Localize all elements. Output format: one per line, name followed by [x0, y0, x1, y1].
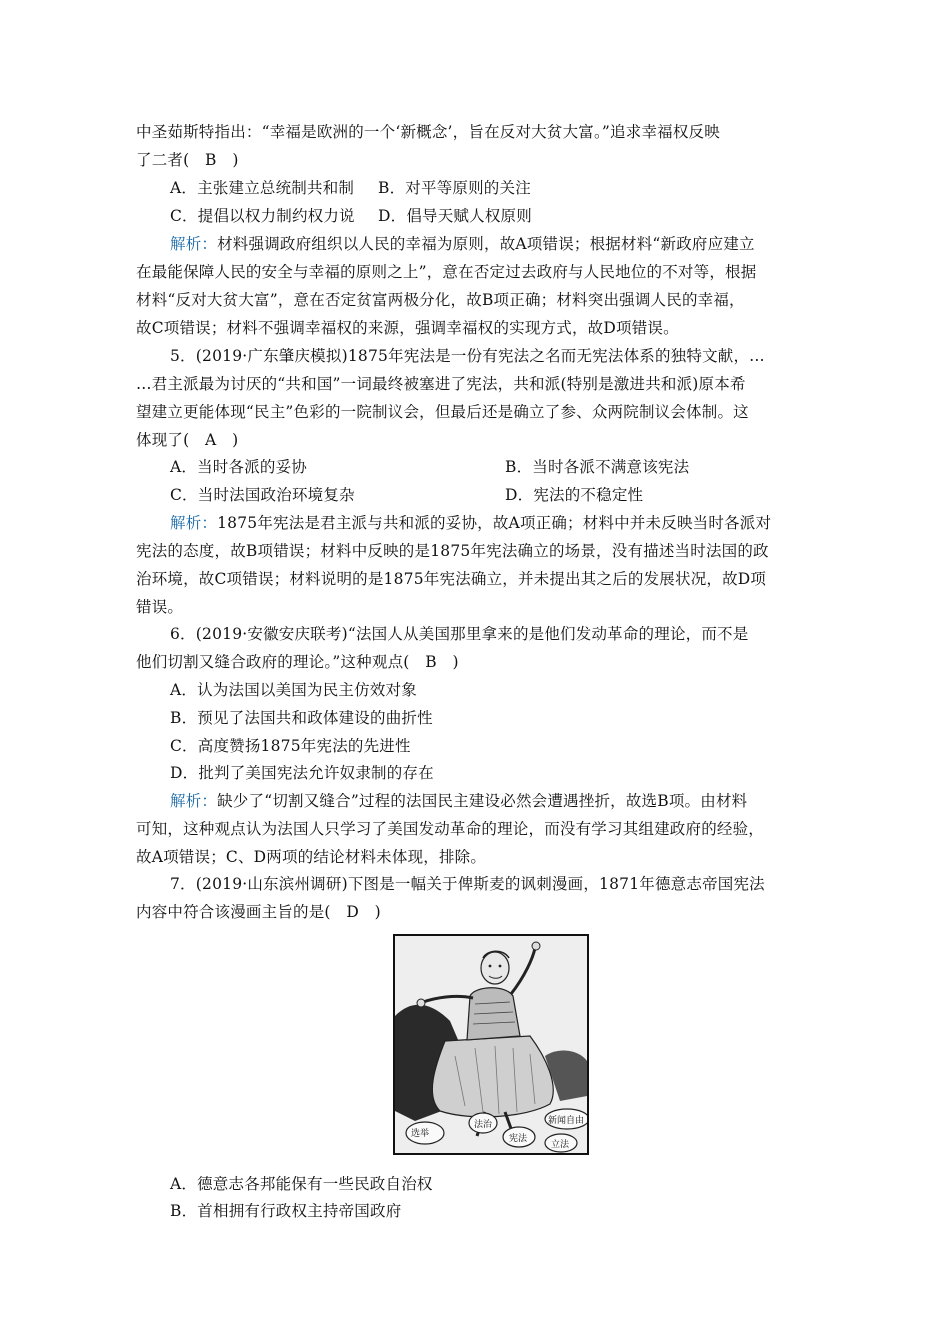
q5-explanation-line3: 治环境，故C项错误；材料说明的是1875年宪法确立，并未提出其之后的发展状况，故D项 — [136, 570, 767, 588]
q6-stem-line1: 6．(2019·安徽安庆联考)“法国人从美国那里拿来的是他们发动革命的理论，而不是 — [170, 625, 749, 643]
cartoon-label-election: 选举 — [411, 1129, 430, 1139]
q6-explanation-label: 解析： — [170, 792, 218, 810]
q4-option-d: D．倡导天赋人权原则 — [378, 207, 532, 225]
q6-explanation-line1: 解析：缺少了“切割又缝合”过程的法国民主建设必然会遭遇挫折，故选B项。由材料 — [170, 792, 748, 810]
bismarck-satire-cartoon — [393, 934, 589, 1155]
q4-option-a: A．主张建立总统制共和制 — [170, 179, 355, 197]
cartoon-label-constitution: 宪法 — [509, 1134, 528, 1144]
q6-option-b: B．预见了法国共和政体建设的曲折性 — [170, 709, 433, 727]
q5-stem-line4: 体现了( A ) — [136, 431, 239, 449]
q5-option-c: C．当时法国政治环境复杂 — [170, 486, 355, 504]
q4-explanation-label: 解析： — [170, 235, 218, 253]
q6-option-c: C．高度赞扬1875年宪法的先进性 — [170, 737, 411, 755]
q4-stem-line1: 中圣茹斯特指出：“幸福是欧洲的一个‘新概念’，旨在反对大贫大富。”追求幸福权反映 — [136, 123, 720, 141]
q7-option-b: B．首相拥有行政权主持帝国政府 — [170, 1202, 402, 1220]
q5-option-a: A．当时各派的妥协 — [170, 458, 307, 476]
q6-option-a: A．认为法国以美国为民主仿效对象 — [170, 681, 417, 699]
q7-option-a: A．德意志各邦能保有一些民政自治权 — [170, 1175, 433, 1193]
q5-explanation-line1: 解析：1875年宪法是君主派与共和派的妥协，故A项正确；材料中并未反映当时各派对 — [170, 514, 772, 532]
q5-stem-line1: 5．(2019·广东肇庆模拟)1875年宪法是一份有宪法之名而无宪法体系的独特文献，… — [170, 347, 765, 365]
q4-explanation-line4: 故C项错误；材料不强调幸福权的来源，强调幸福权的实现方式，故D项错误。 — [136, 319, 679, 337]
q4-explanation-line1: 解析：材料强调政府组织以人民的幸福为原则，故A项错误；根据材料“新政府应建立 — [170, 235, 755, 253]
q4-stem-line2: 了二者( B ) — [136, 151, 239, 169]
q6-explanation-line2: 可知，这种观点认为法国人只学习了美国发动革命的理论，而没有学习其组建政府的经验， — [136, 820, 765, 838]
cartoon-label-rule-of-law: 法治 — [474, 1120, 493, 1130]
q4-explanation-line2: 在最能保障人民的安全与幸福的原则之上”，意在否定过去政府与人民地位的不对等，根据 — [136, 263, 757, 281]
cartoon-label-press-freedom: 新闻自由 — [548, 1116, 585, 1126]
q4-option-b: B．对平等原则的关注 — [378, 179, 531, 197]
q7-stem-line1: 7．(2019·山东滨州调研)下图是一幅关于俾斯麦的讽刺漫画，1871年德意志帝国宪法 — [170, 875, 765, 893]
q6-stem-line2: 他们切割又缝合政府的理论。”这种观点( B ) — [136, 653, 459, 671]
q5-stem-line2: …君主派最为讨厌的“共和国”一词最终被塞进了宪法，共和派(特别是激进共和派)原本希 — [136, 375, 746, 393]
q5-explanation-line2: 宪法的态度，故B项错误；材料中反映的是1875年宪法确立的场景，没有描述当时法国的政 — [136, 542, 769, 560]
cartoon-label-legislation: 立法 — [551, 1140, 570, 1150]
q5-explanation-line4: 错误。 — [136, 598, 184, 616]
q5-option-d: D．宪法的不稳定性 — [505, 486, 644, 504]
q5-option-b: B．当时各派不满意该宪法 — [505, 458, 690, 476]
q6-explanation-line3: 故A项错误；C、D两项的结论材料未体现，排除。 — [136, 848, 487, 866]
q5-explanation-label: 解析： — [170, 514, 218, 532]
q5-stem-line3: 望建立更能体现“民主”色彩的一院制议会，但最后还是确立了参、众两院制议会体制。这 — [136, 403, 749, 421]
q7-stem-line2: 内容中符合该漫画主旨的是( D ) — [136, 903, 381, 921]
q6-option-d: D．批判了美国宪法允许奴隶制的存在 — [170, 764, 434, 782]
q4-option-c: C．提倡以权力制约权力说 — [170, 207, 355, 225]
q4-explanation-line3: 材料“反对大贫大富”，意在否定贫富两极分化，故B项正确；材料突出强调人民的幸福， — [136, 291, 745, 309]
